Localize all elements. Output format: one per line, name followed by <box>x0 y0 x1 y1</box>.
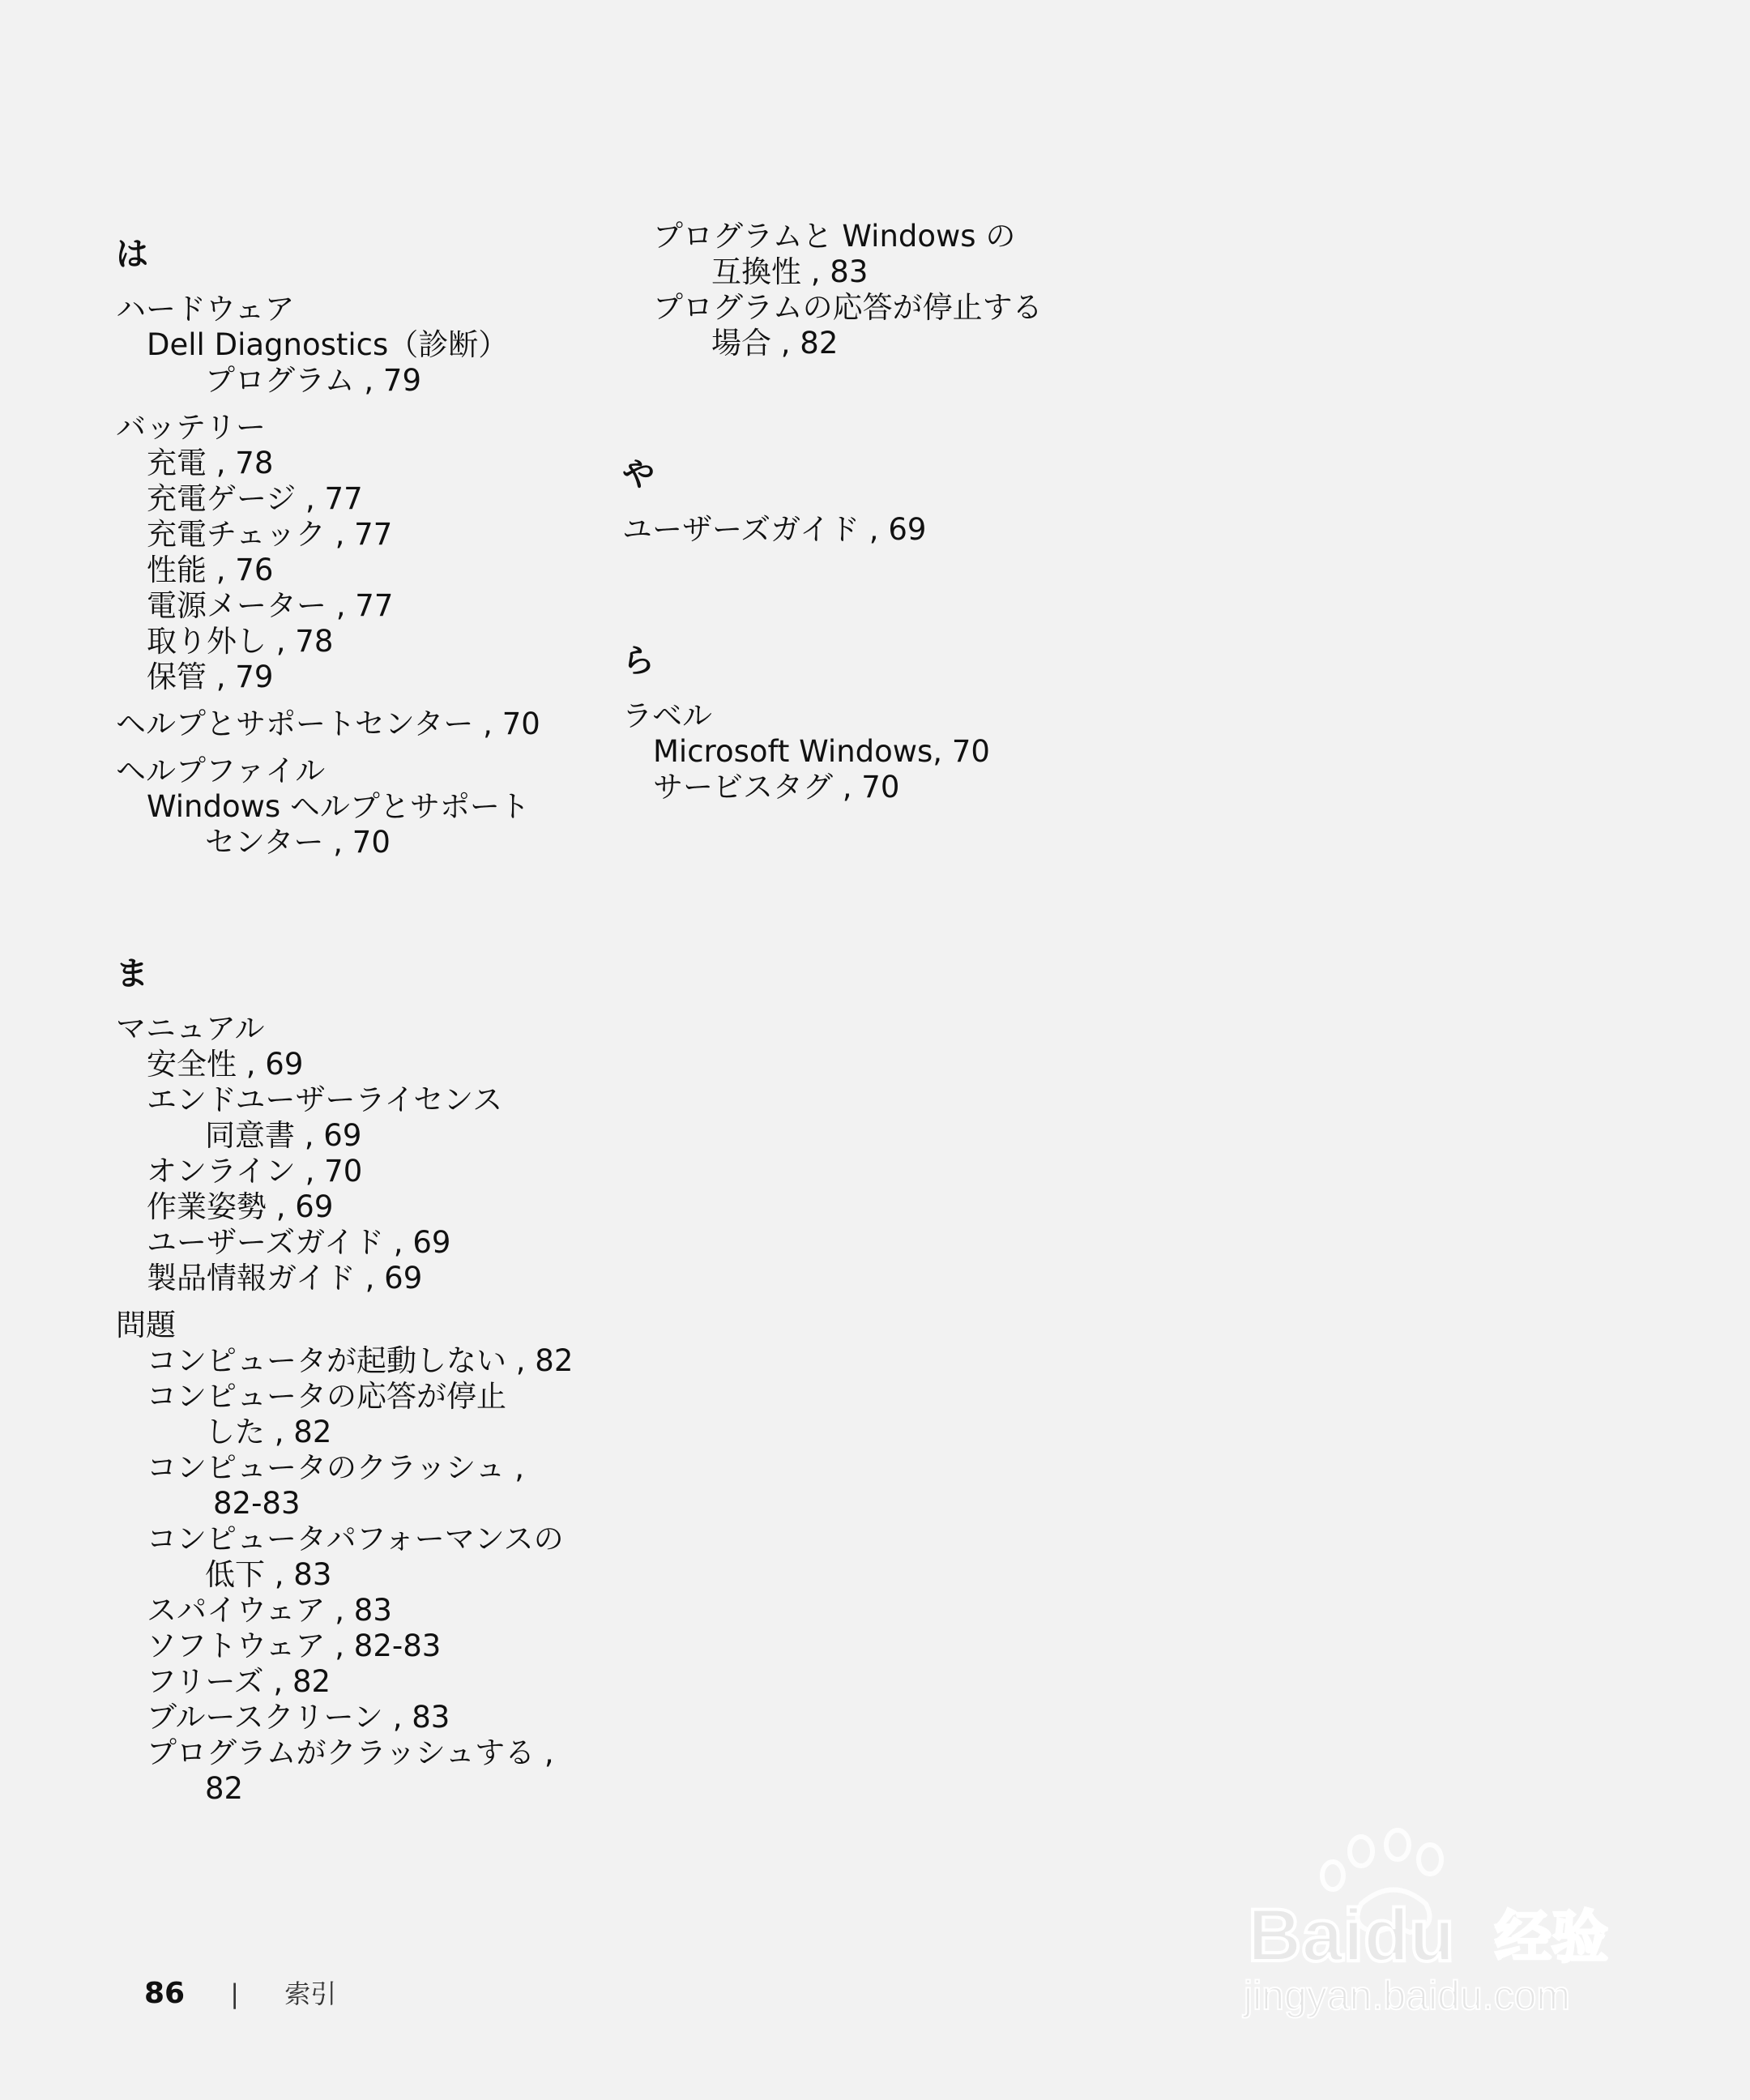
watermark-brand-cn: 经验 <box>1495 1904 1608 1970</box>
index-subentry: センター , 70 <box>205 825 391 860</box>
index-subentry: Dell Diagnostics（診断） <box>147 327 509 362</box>
index-subentry: 充電ゲージ , 77 <box>147 481 363 516</box>
index-subentry: サービスタグ , 70 <box>653 770 900 805</box>
spacer <box>622 361 1108 439</box>
index-subentry: プログラム , 79 <box>205 363 421 398</box>
baidu-jingyan-watermark <box>1240 1827 1661 2021</box>
index-subentry: 取り外し , 78 <box>147 624 334 659</box>
index-subentry: エンドユーザーライセンス <box>147 1082 503 1117</box>
index-subentry: 作業姿勢 , 69 <box>147 1189 334 1224</box>
index-entry: ハードウェア <box>116 292 295 327</box>
spacer <box>622 548 1108 625</box>
index-entry: マニュアル <box>116 1011 265 1046</box>
index-subentry: 安全性 , 69 <box>147 1047 304 1082</box>
watermark-url: jingyan.baidu.com <box>1244 1973 1571 2018</box>
index-subentry: プログラムがクラッシュする , <box>147 1735 554 1770</box>
index-entry: バッテリー <box>116 410 266 445</box>
index-subentry: 性能 , 76 <box>147 553 274 587</box>
spacer <box>116 695 602 706</box>
index-subentry: オンライン , 70 <box>147 1154 363 1189</box>
index-subentry: 互換性 , 83 <box>711 254 869 289</box>
index-subentry: Windows ヘルプとサポート <box>147 789 530 824</box>
paw-toe-icon <box>1386 1830 1409 1859</box>
page-footer <box>144 1974 336 2014</box>
index-subentry: コンピュータパフォーマンスの <box>147 1522 564 1556</box>
spacer <box>116 1296 602 1308</box>
index-entry: ユーザーズガイド , 69 <box>622 512 927 547</box>
index-subentry: スパイウェア , 83 <box>147 1593 392 1628</box>
index-subentry: コンピュータのクラッシュ , <box>147 1450 525 1485</box>
index-subentry: 電源メーター , 77 <box>147 588 394 623</box>
index-section-heading: は <box>116 236 148 273</box>
index-subentry: ソフトウェア , 82-83 <box>147 1628 442 1663</box>
index-entry: ヘルプファイル <box>116 753 326 788</box>
spacer <box>116 742 602 753</box>
index-subentry: 82-83 <box>213 1486 301 1521</box>
index-subentry: した , 82 <box>205 1415 332 1449</box>
index-column-left <box>116 219 602 1807</box>
index-subentry: Microsoft Windows, 70 <box>653 734 990 769</box>
index-subentry: 保管 , 79 <box>147 659 274 694</box>
index-section-heading: ま <box>116 955 148 992</box>
index-entry: ヘルプとサポートセンター , 70 <box>116 706 540 741</box>
index-subentry: 製品情報ガイド , 69 <box>147 1261 423 1295</box>
section-title: 索引 <box>284 1978 337 2009</box>
index-subentry: 82 <box>205 1771 244 1806</box>
index-subentry: 同意書 , 69 <box>205 1118 362 1153</box>
spacer <box>116 860 602 938</box>
index-subentry: 場合 , 82 <box>711 326 839 361</box>
index-subentry: プログラムの応答が停止する <box>653 290 1043 325</box>
index-subentry: フリーズ , 82 <box>147 1664 331 1699</box>
index-entry: 問題 <box>116 1308 176 1342</box>
index-section-heading: や <box>622 456 655 493</box>
footer-separator: | <box>230 1978 240 2009</box>
spacer <box>116 399 602 410</box>
index-column-right <box>622 219 1108 805</box>
index-section-heading: ら <box>622 642 655 680</box>
index-subentry: 低下 , 83 <box>205 1557 332 1592</box>
paw-toe-icon <box>1419 1845 1441 1874</box>
index-subentry: ユーザーズガイド , 69 <box>147 1225 451 1260</box>
index-subentry: ブルースクリーン , 83 <box>147 1700 450 1735</box>
watermark-brand: Baidu <box>1248 1894 1455 1977</box>
paw-toe-icon <box>1350 1837 1372 1866</box>
index-subentry: プログラムと Windows の <box>653 219 1016 254</box>
index-subentry: 充電チェック , 77 <box>147 517 393 552</box>
page-number: 86 <box>144 1977 186 2010</box>
paw-toe-icon <box>1322 1862 1343 1889</box>
index-subentry: 充電 , 78 <box>147 446 274 480</box>
index-subentry: コンピュータの応答が停止 <box>147 1379 506 1414</box>
index-subentry: コンピュータが起動しない , 82 <box>147 1343 574 1378</box>
index-entry: ラベル <box>622 698 712 733</box>
